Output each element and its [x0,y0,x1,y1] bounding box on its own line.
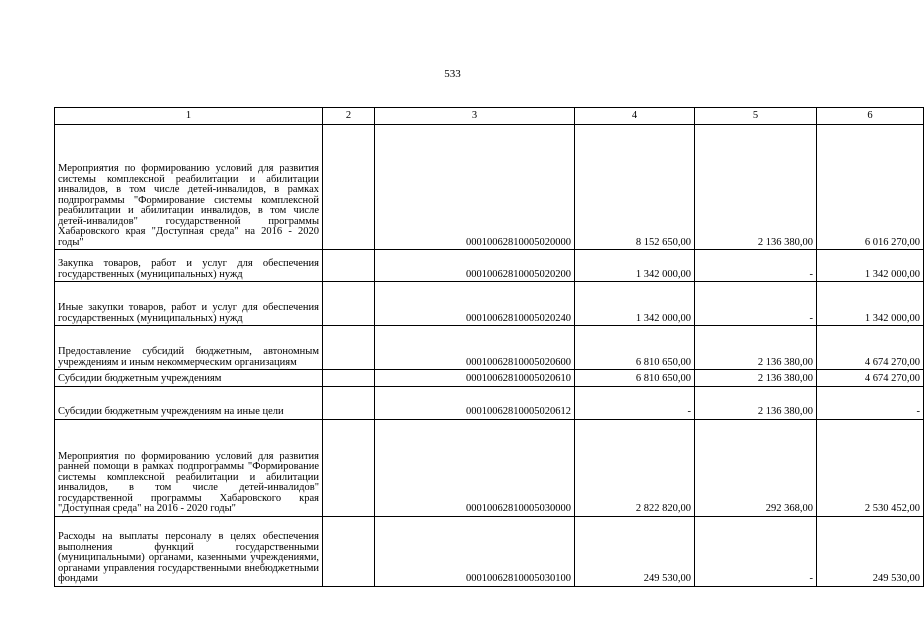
budget-table [54,107,924,587]
table-row [55,282,924,326]
table-row [55,419,924,516]
row-code: 00010062810005030000 [375,419,575,516]
column-header-4: 4 [575,108,695,125]
column-header-2: 2 [323,108,375,125]
row-code: 00010062810005020240 [375,282,575,326]
row-name: Иные закупки товаров, работ и услуг для обеспечения государственных (муниципальных) нужд [55,282,323,326]
row-value-5: 2 136 380,00 [695,386,817,419]
row-value-5: - [695,282,817,326]
table-row [55,125,924,250]
row-col2 [323,282,375,326]
column-header-5: 5 [695,108,817,125]
row-value-6: 2 530 452,00 [817,419,924,516]
row-name: Субсидии бюджетным учреждениям на иные цели [55,386,323,419]
row-code: 00010062810005020000 [375,125,575,250]
row-value-5: 2 136 380,00 [695,125,817,250]
row-value-6: - [817,386,924,419]
row-col2 [323,516,375,586]
row-name: Мероприятия по формированию условий для развития ранней помощи в рамках подпрограммы "Формирование системы комплексной реабилитации и абилитации инвалидов, в том числе детей-инвалидов" государственной программы Хабаровского края "Доступная среда" на 2016 - 2020 годы" [55,419,323,516]
table-row [55,326,924,370]
row-value-4: 2 822 820,00 [575,419,695,516]
table-row [55,250,924,282]
row-name: Субсидии бюджетным учреждениям [55,370,323,387]
table-row [55,516,924,586]
row-value-5: 2 136 380,00 [695,370,817,387]
row-value-6: 4 674 270,00 [817,326,924,370]
row-value-4: 1 342 000,00 [575,282,695,326]
row-name: Закупка товаров, работ и услуг для обеспечения государственных (муниципальных) нужд [55,250,323,282]
row-value-6: 4 674 270,00 [817,370,924,387]
row-col2 [323,326,375,370]
row-value-5: - [695,516,817,586]
column-header-6: 6 [817,108,924,125]
row-value-6: 6 016 270,00 [817,125,924,250]
row-code: 00010062810005020612 [375,386,575,419]
row-value-4: 1 342 000,00 [575,250,695,282]
row-col2 [323,386,375,419]
row-col2 [323,419,375,516]
row-col2 [323,125,375,250]
row-code: 00010062810005030100 [375,516,575,586]
column-header-3: 3 [375,108,575,125]
row-value-4: 6 810 650,00 [575,326,695,370]
row-name: Предоставление субсидий бюджетным, автономным учреждениям и иным некоммерческим организациям [55,326,323,370]
row-value-6: 1 342 000,00 [817,282,924,326]
row-code: 00010062810005020610 [375,370,575,387]
table-row [55,370,924,387]
row-value-5: - [695,250,817,282]
row-value-5: 2 136 380,00 [695,326,817,370]
page-number: 533 [444,68,461,80]
table-header-row [55,108,924,125]
row-name: Расходы на выплаты персоналу в целях обеспечения выполнения функций государственными (муниципальными) органами, казенными учреждениями, органами управления государственными внебюджетными фондами [55,516,323,586]
row-col2 [323,370,375,387]
row-value-4: 249 530,00 [575,516,695,586]
row-name: Мероприятия по формированию условий для развития системы комплексной реабилитации и абилитации инвалидов, в том числе детей-инвалидов, в рамках подпрограммы "Формирование системы комплексной реабилитации и абилитации инвалидов, в том числе детей-инвалидов" государственной программы Хабаровского края "Доступная среда" на 2016 - 2020 годы" [55,125,323,250]
row-code: 00010062810005020600 [375,326,575,370]
row-code: 00010062810005020200 [375,250,575,282]
row-value-5: 292 368,00 [695,419,817,516]
row-col2 [323,250,375,282]
row-value-6: 249 530,00 [817,516,924,586]
row-value-4: - [575,386,695,419]
row-value-6: 1 342 000,00 [817,250,924,282]
row-value-4: 6 810 650,00 [575,370,695,387]
row-value-4: 8 152 650,00 [575,125,695,250]
column-header-1: 1 [55,108,323,125]
table-row [55,386,924,419]
